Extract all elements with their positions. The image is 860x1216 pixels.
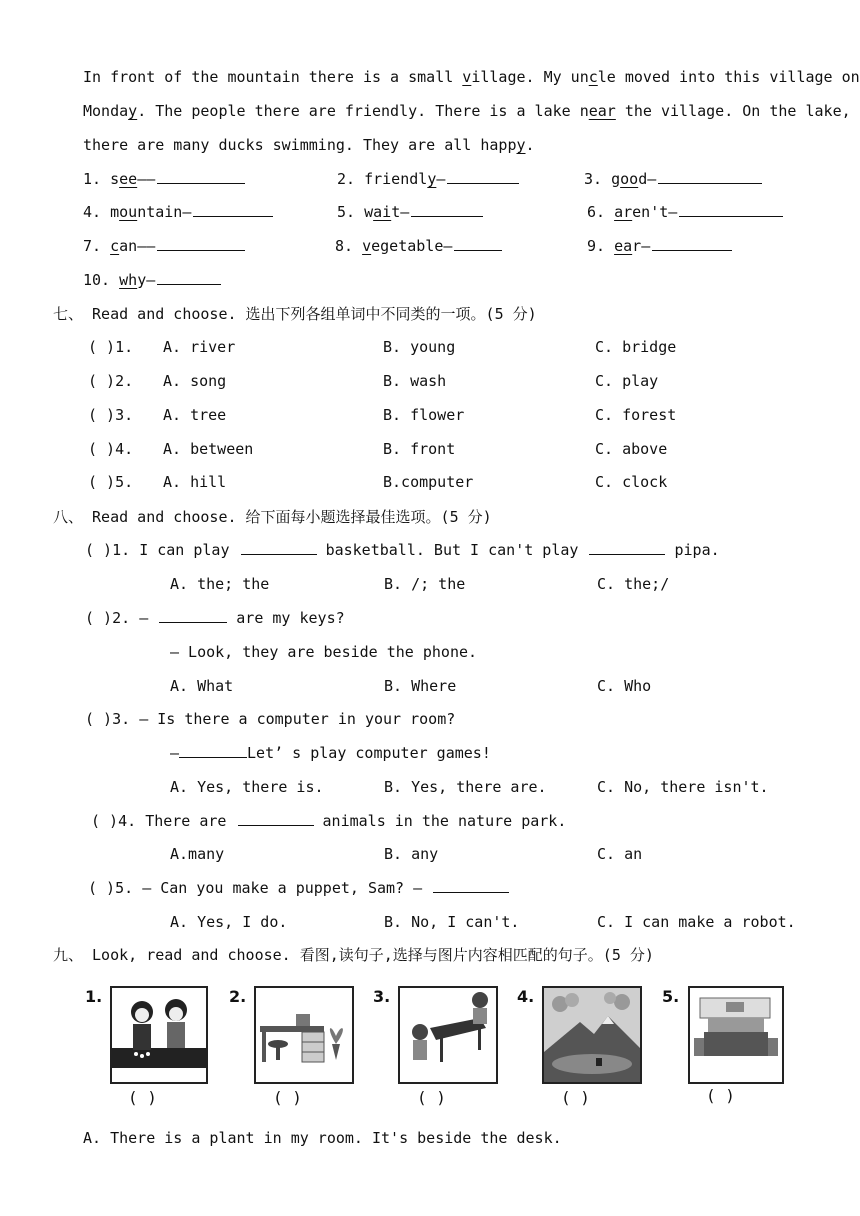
option-c: C. play — [595, 372, 659, 390]
desk-and-plant-picture — [254, 986, 354, 1084]
answer-bracket[interactable]: ( ) — [273, 1088, 302, 1107]
mountain-lake-picture — [542, 986, 642, 1084]
q8-3-reply — [170, 743, 491, 763]
word-part: d — [638, 170, 648, 188]
q8-4-option-b: B. any — [384, 845, 439, 863]
underlined-letters: y — [516, 136, 526, 154]
answer-bracket[interactable]: ( ) — [417, 1088, 446, 1107]
q8-3-line — [85, 709, 455, 729]
item-number: 6. — [587, 203, 606, 221]
passage-text: Monda — [83, 102, 129, 120]
word-part: m — [110, 203, 120, 221]
phonics-item — [83, 202, 273, 222]
question-text: I can play — [139, 541, 230, 559]
phonics-item — [584, 169, 762, 189]
item-number: 1. — [83, 170, 102, 188]
question-text: basketball. But I can't play — [325, 541, 579, 559]
dash: — — [182, 203, 192, 221]
item-number: 2. — [337, 170, 356, 188]
option-c: C. forest — [595, 406, 677, 424]
item-number: 7. — [83, 237, 102, 255]
section-7-title: 七、 Read and choose. 选出下列各组单词中不同类的一项。(5 分) — [53, 305, 537, 323]
phonics-item — [335, 236, 502, 256]
two-children-picture — [110, 986, 208, 1084]
answer-blank[interactable] — [241, 540, 317, 555]
phonics-item — [337, 202, 483, 222]
children-at-table-picture — [398, 986, 498, 1084]
answer-bracket[interactable]: ( )5. — [88, 879, 134, 897]
answer-blank[interactable] — [157, 169, 245, 184]
option-b: B. young — [383, 338, 456, 356]
answer-bracket[interactable]: ( )4. — [88, 440, 134, 458]
q8-1-option-b: B. /; the — [384, 575, 466, 593]
dash: — — [443, 237, 453, 255]
answer-blank[interactable] — [433, 878, 509, 893]
q8-1-option-c: C. the;/ — [597, 575, 670, 593]
question-text: — Is there a computer in your room? — [139, 710, 456, 728]
answer-bracket[interactable]: ( )3. — [88, 406, 134, 424]
underlined-letters: v — [362, 237, 372, 255]
option-b: B. flower — [383, 406, 465, 424]
passage-text: . The people there are friendly. There is a lake n — [137, 102, 589, 120]
dash: — — [647, 170, 657, 188]
option-b: B. front — [383, 440, 456, 458]
passage-line-2 — [83, 101, 851, 121]
answer-bracket[interactable]: ( ) — [561, 1088, 590, 1107]
section-9-title: 九、 Look, read and choose. 看图,读句子,选择与图片内容相匹配的句子。(5 分) — [53, 946, 654, 964]
underlined-letters: y — [128, 102, 138, 120]
word-part: an — [119, 237, 138, 255]
question-text: animals in the nature park. — [322, 812, 567, 830]
answer-bracket[interactable]: ( )1. — [85, 541, 131, 559]
answer-blank[interactable] — [238, 811, 314, 826]
answer-blank[interactable] — [157, 270, 221, 285]
picture-number: 4. — [517, 987, 535, 1006]
option-c: C. above — [595, 440, 668, 458]
picture-number: 5. — [662, 987, 680, 1006]
q8-4-option-a: A.many — [170, 845, 225, 863]
answer-bracket[interactable]: ( )3. — [85, 710, 131, 728]
q8-3-option-b: B. Yes, there are. — [384, 778, 547, 796]
option-b: B. wash — [383, 372, 447, 390]
picture-number: 2. — [229, 987, 247, 1006]
phonics-item — [83, 236, 245, 256]
item-number: 8. — [335, 237, 354, 255]
q8-5-option-a: A. Yes, I do. — [170, 913, 288, 931]
q8-2-option-b: B. Where — [384, 677, 457, 695]
option-a: A. between — [163, 440, 254, 458]
picture-number: 3. — [373, 987, 391, 1006]
underlined-letters: ai — [373, 203, 392, 221]
answer-bracket[interactable]: ( )2. — [88, 372, 134, 390]
passage-text: le moved into this village on — [597, 68, 860, 86]
q8-5-line — [88, 878, 509, 898]
underlined-letters: ou — [119, 203, 138, 221]
q8-2-line — [85, 608, 345, 628]
q8-5-option-c: C. I can make a robot. — [597, 913, 796, 931]
word-part: ntain — [137, 203, 183, 221]
answer-blank[interactable] — [658, 169, 762, 184]
picture-number: 1. — [85, 987, 103, 1006]
underlined-letters: wh — [119, 271, 138, 289]
dash: — — [668, 203, 678, 221]
answer-blank[interactable] — [179, 743, 247, 758]
item-number: 4. — [83, 203, 102, 221]
passage-text: there are many ducks swimming. They are all happ — [83, 136, 517, 154]
question-text: pipa. — [674, 541, 720, 559]
word-part: w — [364, 203, 374, 221]
dash: — — [400, 203, 410, 221]
answer-blank[interactable] — [589, 540, 665, 555]
q8-1-line — [85, 540, 720, 560]
underlined-letters: c — [110, 237, 120, 255]
item-number: 5. — [337, 203, 356, 221]
phonics-item — [587, 236, 732, 256]
q8-1-option-a: A. the; the — [170, 575, 270, 593]
answer-bracket[interactable]: ( )4. — [91, 812, 137, 830]
dash: — — [641, 237, 651, 255]
q8-2-reply: — Look, they are beside the phone. — [170, 643, 478, 661]
item-number: 10. — [83, 271, 111, 289]
dash: —— — [137, 237, 156, 255]
section-8-title: 八、 Read and choose. 给下面每小题选择最佳选项。(5 分) — [53, 508, 492, 526]
option-a: A. river — [163, 338, 236, 356]
q8-3-option-c: C. No, there isn't. — [597, 778, 769, 796]
passage-line-3 — [83, 135, 535, 155]
option-a: A. hill — [163, 473, 227, 491]
word-part: y — [137, 271, 147, 289]
q8-2-option-c: C. Who — [597, 677, 652, 695]
item-number: 3. — [584, 170, 603, 188]
word-part: r — [632, 237, 642, 255]
answer-blank[interactable] — [454, 236, 502, 251]
item-number: 9. — [587, 237, 606, 255]
option-b: B.computer — [383, 473, 474, 491]
bedroom-picture — [688, 986, 784, 1084]
dash: — — [436, 170, 446, 188]
phonics-item — [337, 169, 519, 189]
option-a: A. tree — [163, 406, 227, 424]
dash: — — [146, 271, 156, 289]
answer-bracket[interactable]: ( )5. — [88, 473, 134, 491]
word-part: s — [110, 170, 120, 188]
question-text: — Can you make a puppet, Sam? — — [142, 879, 423, 897]
word-part: friendl — [364, 170, 428, 188]
underlined-letters: ea — [614, 237, 633, 255]
answer-blank[interactable] — [679, 202, 783, 217]
passage-text: illage. My un — [471, 68, 589, 86]
question-text: There are — [145, 812, 227, 830]
q8-4-option-c: C. an — [597, 845, 643, 863]
phonics-item — [83, 270, 221, 290]
phonics-item — [83, 169, 245, 189]
q8-5-option-b: B. No, I can't. — [384, 913, 520, 931]
question-text: are my keys? — [236, 609, 345, 627]
passage-text: . — [525, 136, 535, 154]
q8-3-option-a: A. Yes, there is. — [170, 778, 324, 796]
passage-line-1 — [83, 67, 860, 87]
answer-blank[interactable] — [193, 202, 273, 217]
answer-blank[interactable] — [159, 608, 227, 623]
q8-2-option-a: A. What — [170, 677, 234, 695]
answer-blank[interactable] — [411, 202, 483, 217]
word-part: egetable — [371, 237, 444, 255]
word-part: g — [611, 170, 621, 188]
answer-blank[interactable] — [157, 236, 245, 251]
dash: — — [170, 744, 180, 762]
phonics-item — [587, 202, 783, 222]
answer-bracket[interactable]: ( ) — [128, 1088, 157, 1107]
option-c: C. bridge — [595, 338, 677, 356]
question-text: Let’ s play computer games! — [247, 744, 491, 762]
underlined-letters: y — [427, 170, 437, 188]
underlined-letters: ar — [614, 203, 633, 221]
answer-blank[interactable] — [652, 236, 732, 251]
passage-text: In front of the mountain there is a small — [83, 68, 463, 86]
underlined-letters: c — [588, 68, 598, 86]
passage-text: the village. On the lake, — [615, 102, 851, 120]
dash: —— — [137, 170, 156, 188]
word-part: en't — [632, 203, 669, 221]
sentence-a: A. There is a plant in my room. It's beside the desk. — [83, 1129, 562, 1147]
option-c: C. clock — [595, 473, 668, 491]
answer-bracket[interactable]: ( )1. — [88, 338, 134, 356]
question-text: — — [139, 609, 149, 627]
word-part: t — [391, 203, 401, 221]
answer-blank[interactable] — [447, 169, 519, 184]
answer-bracket[interactable]: ( ) — [706, 1086, 735, 1105]
option-a: A. song — [163, 372, 227, 390]
answer-bracket[interactable]: ( )2. — [85, 609, 131, 627]
underlined-letters: v — [462, 68, 472, 86]
underlined-letters: oo — [620, 170, 639, 188]
underlined-letters: ee — [119, 170, 138, 188]
q8-4-line — [91, 811, 566, 831]
underlined-letters: ear — [588, 102, 616, 120]
